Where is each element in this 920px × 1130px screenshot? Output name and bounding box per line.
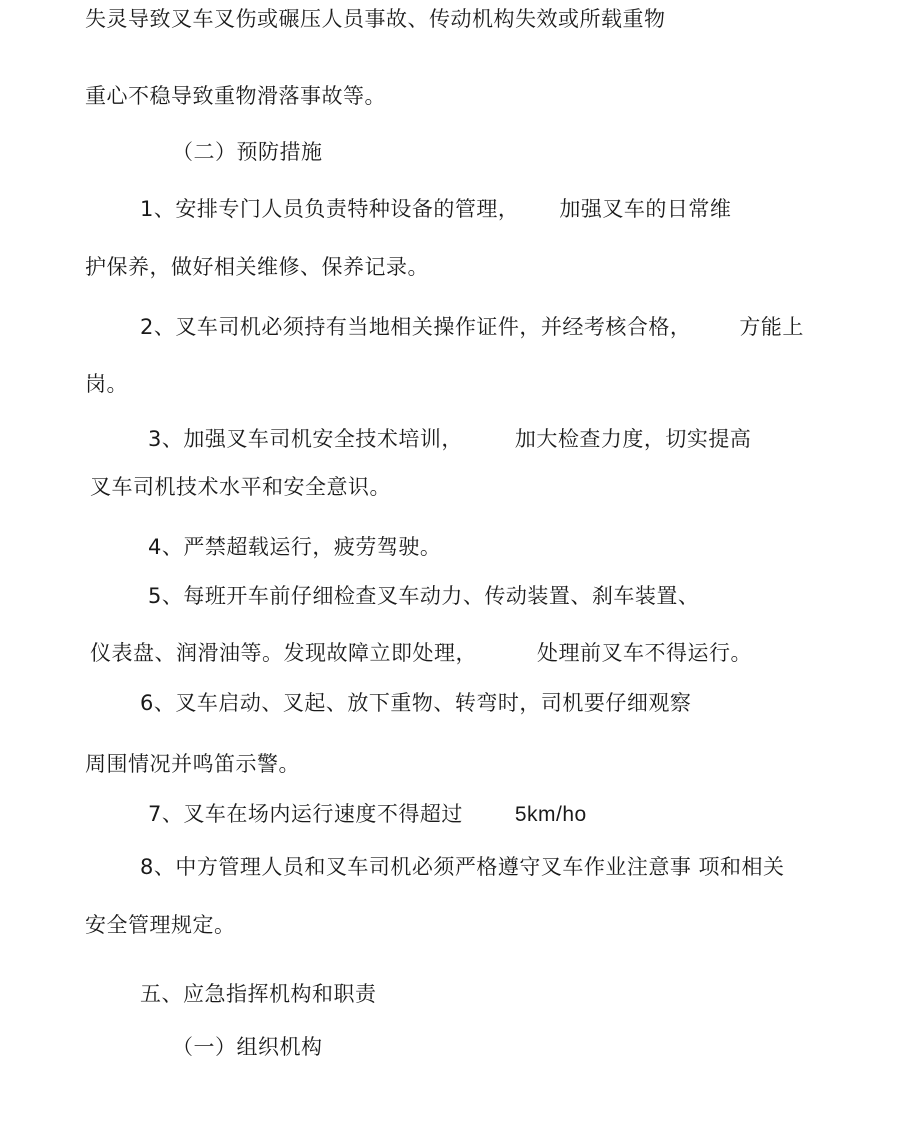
text-segment: 5km/ho <box>514 803 587 826</box>
text-line <box>148 800 587 829</box>
text-line <box>140 195 731 223</box>
text-segment: 方能上 <box>739 315 804 339</box>
text-line <box>148 425 751 453</box>
section-heading: （一）组织机构 <box>172 1035 323 1059</box>
text-segment: 2、叉车司机必须持有当地相关操作证件，并经考核合格， <box>140 315 692 339</box>
text-line: 护保养，做好相关维修、保养记录。 <box>85 255 429 279</box>
text-segment: 1、安排专门人员负责特种设备的管理， <box>140 197 520 221</box>
section-heading: （二）预防措施 <box>172 140 323 164</box>
text-segment: 处理前叉车不得运行。 <box>537 641 752 665</box>
text-segment: 7、叉车在场内运行速度不得超过 <box>148 802 463 826</box>
text-line: 安全管理规定。 <box>85 913 236 937</box>
section-heading: 五、应急指挥机构和职责 <box>140 982 377 1006</box>
text-line <box>140 313 804 341</box>
text-segment: 仪表盘、润滑油等。发现故障立即处理， <box>90 641 477 665</box>
text-line: 4、严禁超载运行，疲劳驾驶。 <box>148 535 442 559</box>
text-line: 8、中方管理人员和叉车司机必须严格遵守叉车作业注意事 项和相关 <box>140 855 785 879</box>
text-line: 岗。 <box>85 372 128 396</box>
text-line: 5、每班开车前仔细检查叉车动力、传动装置、刹车装置、 <box>148 584 700 608</box>
text-line: 周围情况并鸣笛示警。 <box>85 752 300 776</box>
text-segment: 加强叉车的日常维 <box>559 197 732 221</box>
text-line: 6、叉车启动、叉起、放下重物、转弯时，司机要仔细观察 <box>140 691 692 715</box>
text-segment: 加大检查力度，切实提高 <box>514 427 752 451</box>
text-line: 失灵导致叉车叉伤或碾压人员事故、传动机构失效或所载重物 <box>85 7 666 31</box>
text-line: 重心不稳导致重物滑落事故等。 <box>85 84 386 108</box>
text-segment: 3、加强叉车司机安全技术培训， <box>148 427 463 451</box>
text-line: 叉车司机技术水平和安全意识。 <box>90 475 391 499</box>
text-line <box>90 639 752 667</box>
